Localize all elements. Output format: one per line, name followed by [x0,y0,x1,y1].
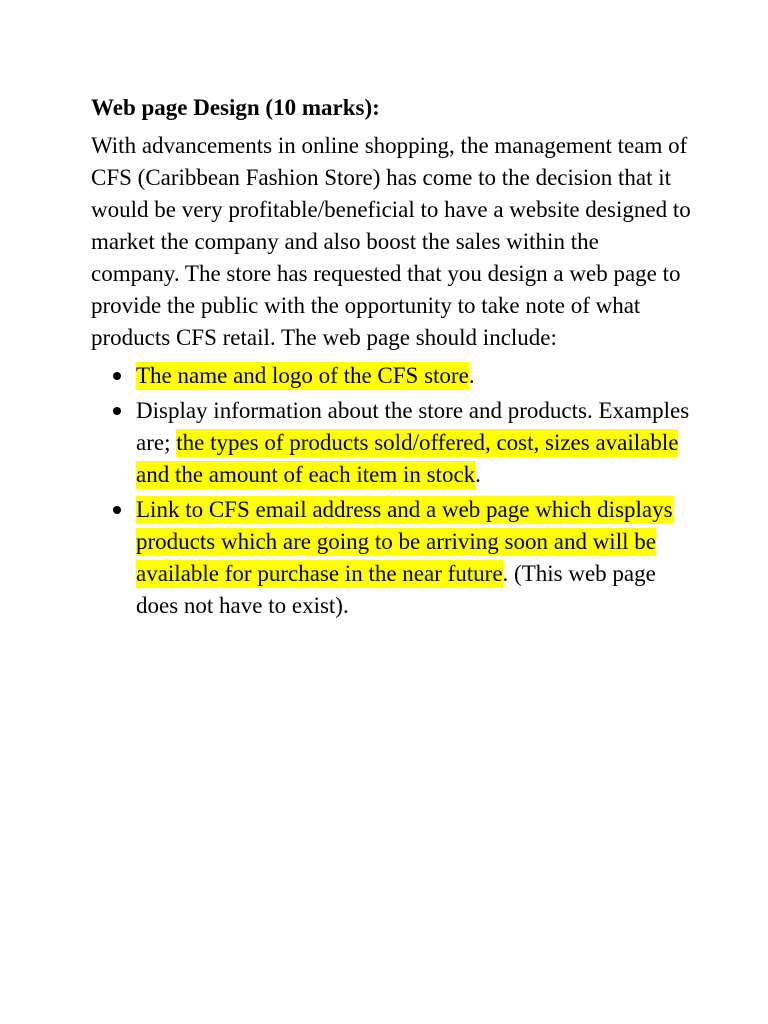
bullet-icon [113,407,121,415]
requirements-list [91,360,691,622]
intro-paragraph: With advancements in online shopping, the management team of CFS (Caribbean Fashion Store) has come to the decision that it would be very profitable/beneficial to have a website designed to market the company and also boost the sales within the company. The store has requested that you design a web page to provide the public with the opportunity to take note of what products CFS retail. The web page should include: [91,133,691,350]
list-item [91,494,691,622]
document-heading: Web page Design (10 marks): [91,95,380,120]
highlighted-text: The name and logo of the CFS store [136,363,469,388]
highlighted-text: Link to CFS email address and a web page which displays products which are going to be arriving soon and will be available for purchase in the near future [136,497,673,586]
bullet-icon [113,506,121,514]
plain-text: . (This web page does not have to exist). [136,561,656,618]
list-item [91,395,691,491]
bullet-icon [113,372,121,380]
plain-text: Display information about the store and products. Examples are; [136,398,690,455]
document-page [91,92,691,625]
plain-text: . [468,363,475,388]
highlighted-text: the types of products sold/offered, cost, sizes available and the amount of each item in stock [136,430,679,487]
plain-text: . [475,462,481,487]
list-item [91,360,691,392]
